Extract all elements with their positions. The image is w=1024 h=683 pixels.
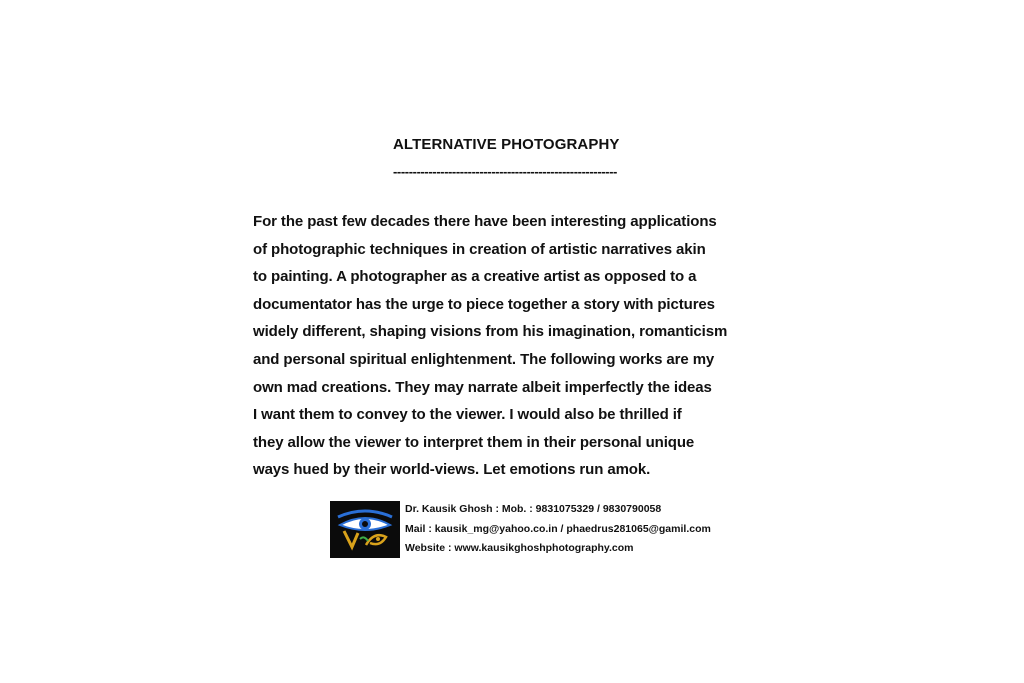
eye-logo-icon — [330, 501, 400, 558]
body-line: I want them to convey to the viewer. I would also be thrilled if — [253, 406, 682, 424]
body-line: own mad creations. They may narrate albeit imperfectly the ideas — [253, 378, 712, 396]
body-line: and personal spiritual enlightenment. The following works are my — [253, 350, 715, 368]
body-line: ways hued by their world-views. Let emotions run amok. — [253, 461, 651, 479]
body-paragraph — [253, 208, 793, 484]
title-underline: --------------------------------------------------------- — [393, 164, 617, 179]
contact-email: Mail : kausik_mg@yahoo.co.in / phaedrus281065@gamil.com — [405, 522, 711, 535]
body-line: widely different, shaping visions from his imagination, romanticism — [253, 323, 728, 341]
contact-details — [405, 500, 711, 559]
body-line: For the past few decades there have been interesting applications — [253, 213, 717, 230]
contact-website: Website : www.kausikghoshphotography.com — [405, 542, 634, 554]
body-line: they allow the viewer to interpret them in their personal unique — [253, 433, 695, 451]
body-line: of photographic techniques in creation of artistic narratives akin — [253, 240, 706, 258]
body-line: documentator has the urge to piece together a story with pictures — [253, 295, 715, 313]
contact-name-phone: Dr. Kausik Ghosh : Mob. : 9831075329 / 9830790058 — [405, 503, 662, 515]
body-line: to painting. A photographer as a creative artist as opposed to a — [253, 268, 697, 286]
page-title: ALTERNATIVE PHOTOGRAPHY — [393, 136, 620, 153]
